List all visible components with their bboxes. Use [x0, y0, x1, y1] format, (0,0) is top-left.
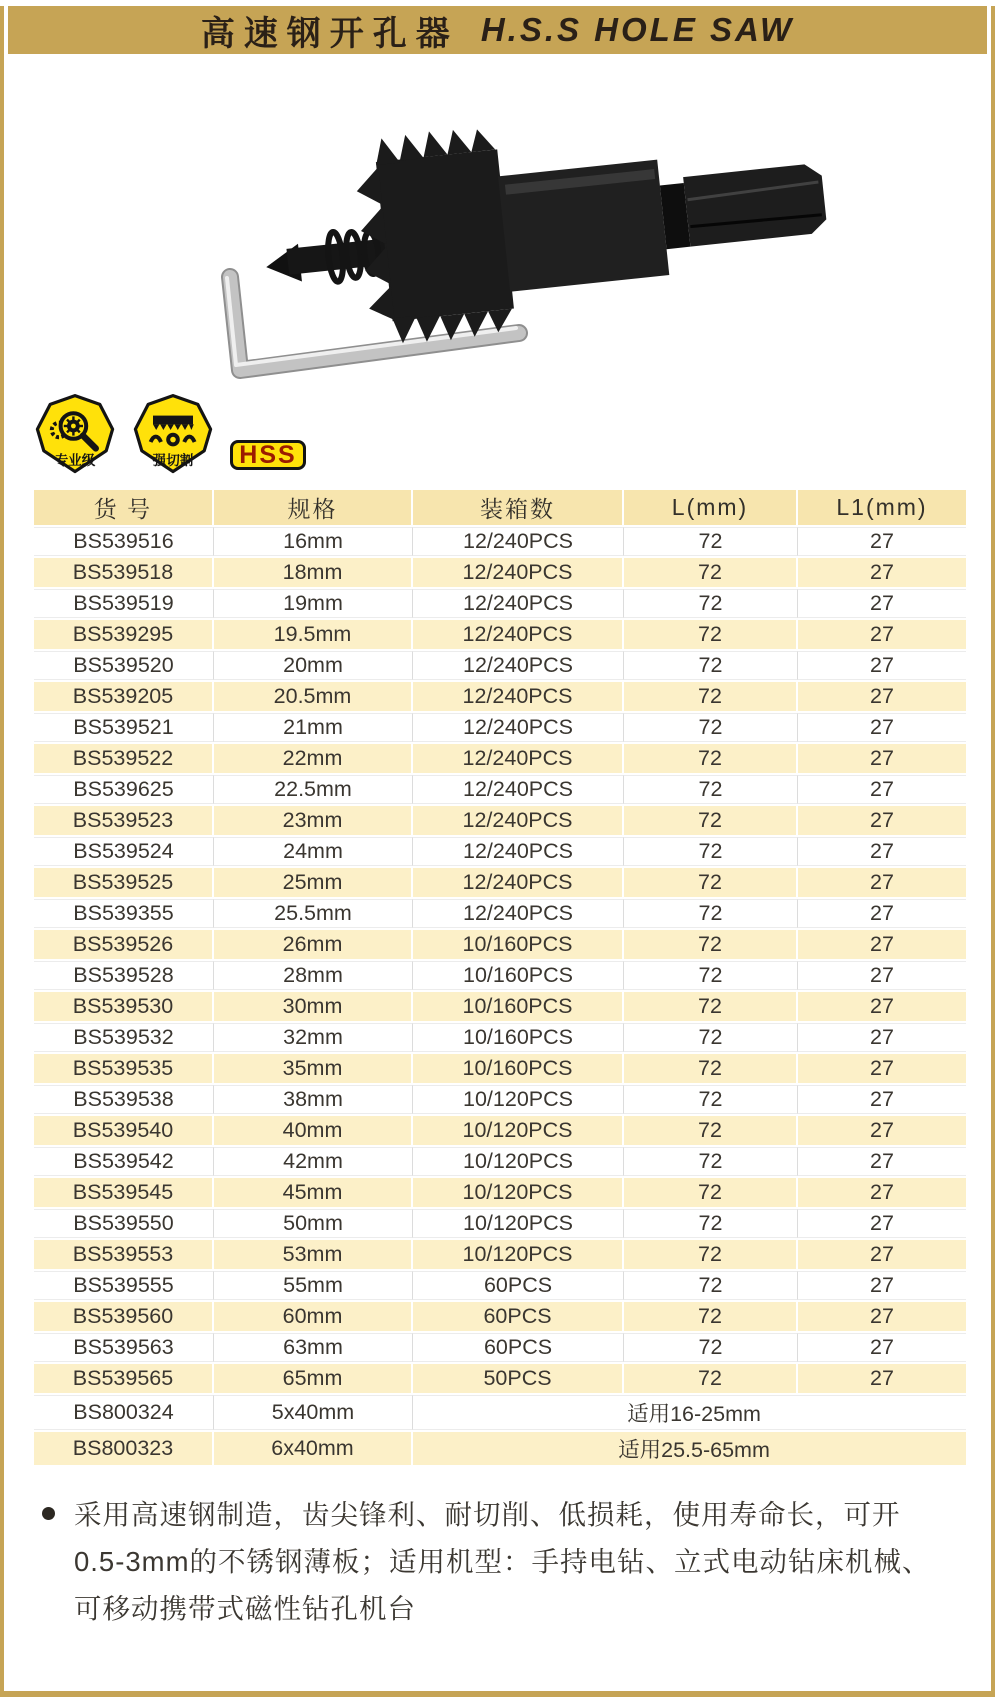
cell-l1-mm: 27	[798, 620, 966, 649]
cell-spec: 20mm	[214, 651, 413, 680]
cell-item-no: BS539530	[34, 992, 214, 1021]
cell-l-mm: 72	[624, 620, 798, 649]
cell-packing: 10/120PCS	[413, 1178, 624, 1207]
bullet-point-icon	[42, 1507, 55, 1520]
cell-item-no: BS539522	[34, 744, 214, 773]
cell-spec: 63mm	[214, 1333, 413, 1362]
cell-l-mm: 72	[624, 651, 798, 680]
cell-packing: 适用25.5-65mm	[413, 1432, 966, 1465]
cell-item-no: BS539532	[34, 1023, 214, 1052]
cell-l1-mm: 27	[798, 930, 966, 959]
cell-l-mm: 72	[624, 682, 798, 711]
cell-spec: 6x40mm	[214, 1432, 413, 1465]
cell-packing: 10/160PCS	[413, 930, 624, 959]
cell-l-mm: 72	[624, 961, 798, 990]
cell-packing: 12/240PCS	[413, 775, 624, 804]
hole-saw-product-image	[174, 62, 834, 392]
cell-l-mm: 72	[624, 1209, 798, 1238]
cell-spec: 28mm	[214, 961, 413, 990]
cell-item-no: BS539550	[34, 1209, 214, 1238]
cell-l1-mm: 27	[798, 1240, 966, 1269]
cell-spec: 65mm	[214, 1364, 413, 1393]
table-row	[34, 589, 966, 618]
cell-packing: 10/160PCS	[413, 1023, 624, 1052]
cell-spec: 16mm	[214, 527, 413, 556]
cell-packing: 10/160PCS	[413, 1054, 624, 1083]
table-row	[34, 1395, 966, 1430]
table-row	[34, 1178, 966, 1207]
catalog-page	[0, 6, 995, 1697]
cell-packing: 50PCS	[413, 1364, 624, 1393]
cell-l-mm: 72	[624, 837, 798, 866]
cell-item-no: BS539528	[34, 961, 214, 990]
table-row	[34, 558, 966, 587]
cell-l1-mm: 27	[798, 1023, 966, 1052]
cell-item-no: BS539295	[34, 620, 214, 649]
cell-l-mm: 72	[624, 1147, 798, 1176]
cell-l1-mm: 27	[798, 1085, 966, 1114]
table-row	[34, 899, 966, 928]
cell-l-mm: 72	[624, 1178, 798, 1207]
table-row	[34, 1240, 966, 1269]
cell-spec: 22.5mm	[214, 775, 413, 804]
cell-item-no: BS539535	[34, 1054, 214, 1083]
description-text	[74, 1491, 957, 1632]
cell-l1-mm: 27	[798, 868, 966, 897]
cell-packing: 12/240PCS	[413, 682, 624, 711]
cell-l1-mm: 27	[798, 527, 966, 556]
cell-l1-mm: 27	[798, 558, 966, 587]
cell-spec: 40mm	[214, 1116, 413, 1145]
cell-spec: 32mm	[214, 1023, 413, 1052]
cell-l1-mm: 27	[798, 744, 966, 773]
page-title-english: H.S.S HOLE SAW	[480, 11, 795, 48]
table-row	[34, 1085, 966, 1114]
cell-l1-mm: 27	[798, 1147, 966, 1176]
cell-l1-mm: 27	[798, 992, 966, 1021]
cell-packing: 12/240PCS	[413, 651, 624, 680]
cell-spec: 20.5mm	[214, 682, 413, 711]
cell-spec: 53mm	[214, 1240, 413, 1269]
cell-l-mm: 72	[624, 1054, 798, 1083]
cell-item-no: BS539525	[34, 868, 214, 897]
cell-l-mm: 72	[624, 1116, 798, 1145]
cell-packing: 12/240PCS	[413, 806, 624, 835]
cell-packing: 12/240PCS	[413, 589, 624, 618]
cell-l1-mm: 27	[798, 1116, 966, 1145]
column-header-l-mm: L(mm)	[624, 490, 798, 525]
cell-item-no: BS539625	[34, 775, 214, 804]
cell-packing: 12/240PCS	[413, 899, 624, 928]
table-row	[34, 930, 966, 959]
cell-l1-mm: 27	[798, 1178, 966, 1207]
table-row	[34, 1333, 966, 1362]
cell-l-mm: 72	[624, 775, 798, 804]
cell-l1-mm: 27	[798, 713, 966, 742]
column-header-spec: 规格	[214, 490, 413, 525]
cell-spec: 42mm	[214, 1147, 413, 1176]
cell-packing: 10/160PCS	[413, 961, 624, 990]
cell-l1-mm: 27	[798, 682, 966, 711]
cell-l-mm: 72	[624, 744, 798, 773]
strong-cutting-label: 强切割	[152, 453, 194, 469]
cell-spec: 30mm	[214, 992, 413, 1021]
cell-l-mm: 72	[624, 527, 798, 556]
cell-l-mm: 72	[624, 713, 798, 742]
table-row	[34, 651, 966, 680]
product-image-area	[4, 62, 991, 392]
table-row	[34, 992, 966, 1021]
cell-packing: 10/120PCS	[413, 1209, 624, 1238]
cell-l1-mm: 27	[798, 1209, 966, 1238]
cell-packing: 10/120PCS	[413, 1240, 624, 1269]
cell-l1-mm: 27	[798, 961, 966, 990]
cell-spec: 50mm	[214, 1209, 413, 1238]
specification-table	[34, 488, 966, 1467]
cell-l1-mm: 27	[798, 837, 966, 866]
table-body	[34, 527, 966, 1465]
cell-l-mm: 72	[624, 589, 798, 618]
table-row	[34, 1271, 966, 1300]
cell-spec: 19.5mm	[214, 620, 413, 649]
cell-packing: 12/240PCS	[413, 558, 624, 587]
cell-l1-mm: 27	[798, 775, 966, 804]
professional-grade-badge	[34, 394, 116, 474]
cell-l1-mm: 27	[798, 589, 966, 618]
cell-packing: 12/240PCS	[413, 868, 624, 897]
cell-l-mm: 72	[624, 1333, 798, 1362]
hss-material-badge	[230, 440, 306, 470]
cell-packing: 12/240PCS	[413, 527, 624, 556]
cell-l-mm: 72	[624, 930, 798, 959]
cell-l-mm: 72	[624, 1271, 798, 1300]
cell-packing: 12/240PCS	[413, 620, 624, 649]
cell-item-no: BS539519	[34, 589, 214, 618]
cell-l-mm: 72	[624, 1085, 798, 1114]
cell-spec: 22mm	[214, 744, 413, 773]
cell-packing: 10/160PCS	[413, 992, 624, 1021]
cell-item-no: BS539355	[34, 899, 214, 928]
cell-l-mm: 72	[624, 1302, 798, 1331]
cell-packing: 10/120PCS	[413, 1147, 624, 1176]
description-line: 0.5-3mm的不锈钢薄板；适用机型：手持电钻、立式电动钻床机械、	[74, 1546, 931, 1577]
hss-label: HSS	[239, 440, 297, 469]
table-row	[34, 806, 966, 835]
cell-spec: 21mm	[214, 713, 413, 742]
cell-spec: 60mm	[214, 1302, 413, 1331]
cell-packing: 60PCS	[413, 1302, 624, 1331]
cell-spec: 23mm	[214, 806, 413, 835]
table-row	[34, 1209, 966, 1238]
cell-item-no: BS539521	[34, 713, 214, 742]
table-row	[34, 1147, 966, 1176]
cell-l1-mm: 27	[798, 1271, 966, 1300]
cell-item-no: BS539205	[34, 682, 214, 711]
description-line: 可移动携带式磁性钻孔机台	[74, 1593, 416, 1624]
cell-l1-mm: 27	[798, 1302, 966, 1331]
cell-l1-mm: 27	[798, 651, 966, 680]
cell-l1-mm: 27	[798, 806, 966, 835]
cell-l-mm: 72	[624, 899, 798, 928]
table-row	[34, 1302, 966, 1331]
strong-cutting-badge	[132, 394, 214, 474]
cell-l1-mm: 27	[798, 1364, 966, 1393]
cell-item-no: BS539516	[34, 527, 214, 556]
cell-item-no: BS539563	[34, 1333, 214, 1362]
column-header-item-no: 货 号	[34, 490, 214, 525]
page-header	[8, 6, 987, 54]
cell-spec: 55mm	[214, 1271, 413, 1300]
page-title-chinese: 高速钢开孔器	[200, 14, 459, 53]
cell-packing: 适用16-25mm	[413, 1395, 966, 1430]
table-row	[34, 527, 966, 556]
table-row	[34, 1023, 966, 1052]
cell-item-no: BS539542	[34, 1147, 214, 1176]
table-row	[34, 620, 966, 649]
table-row	[34, 837, 966, 866]
table-row	[34, 868, 966, 897]
cell-packing: 10/120PCS	[413, 1085, 624, 1114]
cell-packing: 12/240PCS	[413, 837, 624, 866]
cell-spec: 19mm	[214, 589, 413, 618]
certification-badges	[34, 394, 991, 474]
table-row	[34, 1116, 966, 1145]
cell-l-mm: 72	[624, 1364, 798, 1393]
cell-packing: 60PCS	[413, 1333, 624, 1362]
column-header-l1-mm: L1(mm)	[798, 490, 966, 525]
cell-item-no: BS539540	[34, 1116, 214, 1145]
cell-item-no: BS539526	[34, 930, 214, 959]
cell-packing: 12/240PCS	[413, 744, 624, 773]
cell-l1-mm: 27	[798, 1333, 966, 1362]
cell-l-mm: 72	[624, 1240, 798, 1269]
cell-l-mm: 72	[624, 558, 798, 587]
product-description	[40, 1491, 957, 1632]
cell-item-no: BS539555	[34, 1271, 214, 1300]
cell-l-mm: 72	[624, 868, 798, 897]
cell-item-no: BS539553	[34, 1240, 214, 1269]
cell-item-no: BS539545	[34, 1178, 214, 1207]
cell-l-mm: 72	[624, 806, 798, 835]
table-row	[34, 713, 966, 742]
cell-l-mm: 72	[624, 1023, 798, 1052]
cell-item-no: BS539538	[34, 1085, 214, 1114]
cell-item-no: BS539520	[34, 651, 214, 680]
column-header-packing: 装箱数	[413, 490, 624, 525]
table-row	[34, 744, 966, 773]
table-row	[34, 682, 966, 711]
cell-item-no: BS539518	[34, 558, 214, 587]
table-row	[34, 961, 966, 990]
cell-spec: 35mm	[214, 1054, 413, 1083]
cell-spec: 5x40mm	[214, 1395, 413, 1430]
cell-spec: 38mm	[214, 1085, 413, 1114]
table-row	[34, 1432, 966, 1465]
cell-spec: 25mm	[214, 868, 413, 897]
cell-spec: 45mm	[214, 1178, 413, 1207]
cell-l1-mm: 27	[798, 899, 966, 928]
cell-spec: 25.5mm	[214, 899, 413, 928]
table-row	[34, 775, 966, 804]
cell-packing: 10/120PCS	[413, 1116, 624, 1145]
cell-item-no: BS800324	[34, 1395, 214, 1430]
cell-item-no: BS539524	[34, 837, 214, 866]
table-row	[34, 1364, 966, 1393]
cell-item-no: BS800323	[34, 1432, 214, 1465]
cell-item-no: BS539523	[34, 806, 214, 835]
cell-packing: 12/240PCS	[413, 713, 624, 742]
cell-spec: 18mm	[214, 558, 413, 587]
cell-item-no: BS539565	[34, 1364, 214, 1393]
hole-saw-image	[254, 91, 834, 359]
cell-l-mm: 72	[624, 992, 798, 1021]
description-line: 采用高速钢制造，齿尖锋利、耐切削、低损耗，使用寿命长，可开	[74, 1499, 901, 1530]
cell-spec: 24mm	[214, 837, 413, 866]
cell-packing: 60PCS	[413, 1271, 624, 1300]
cell-l1-mm: 27	[798, 1054, 966, 1083]
professional-grade-label: 专业级	[54, 453, 96, 469]
table-header-row	[34, 490, 966, 525]
cell-spec: 26mm	[214, 930, 413, 959]
table-row	[34, 1054, 966, 1083]
cell-item-no: BS539560	[34, 1302, 214, 1331]
